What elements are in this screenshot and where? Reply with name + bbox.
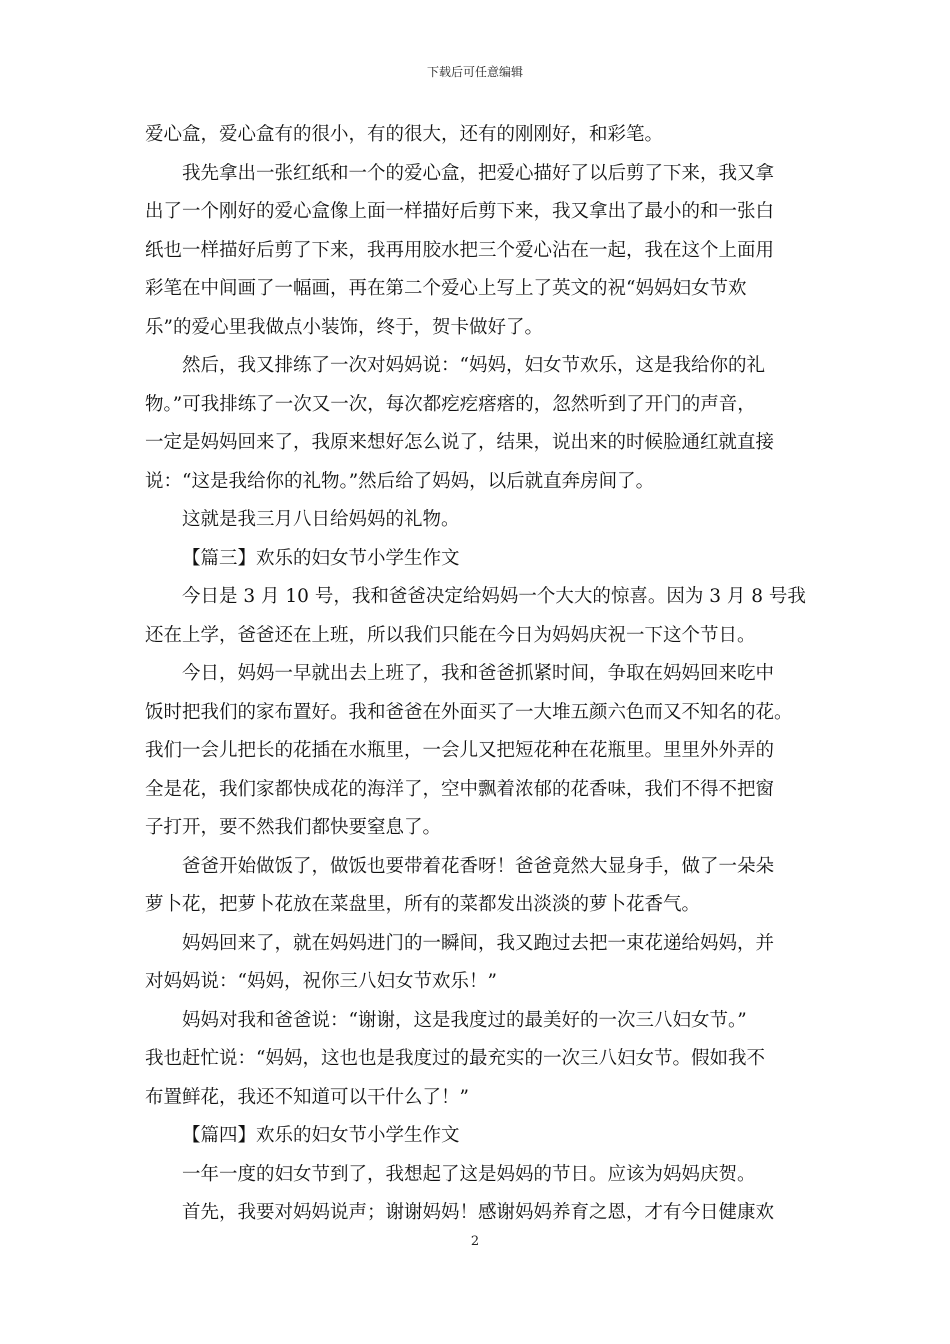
page-header: 下载后可任意编辑 [426, 65, 523, 79]
text-line: 纸也一样描好后剪了下来，我再用胶水把三个爱心沾在一起，我在这个上面用 [145, 239, 775, 261]
text-line: 我也赶忙说：“妈妈，这也也是我度过的最充实的一次三八妇女节。假如我不 [145, 1048, 765, 1069]
text-line: 然后，我又排练了一次对妈妈说：“妈妈，妇女节欢乐，这是我给你的礼 [182, 355, 765, 376]
text-line: 布置鲜花，我还不知道可以干什么了！” [145, 1086, 469, 1108]
text-line: 还在上学，爸爸还在上班，所以我们只能在今日为妈妈庆祝一下这个节日。 [145, 624, 756, 646]
text-line: 妈妈对我和爸爸说：“谢谢，这是我度过的最美好的一次三八妇女节。” [182, 1009, 747, 1031]
text-line: 萝卜花，把萝卜花放在菜盘里，所有的菜都发出淡淡的萝卜花香气。 [145, 894, 701, 915]
text-line: 妈妈回来了，就在妈妈进门的一瞬间，我又跑过去把一束花递给妈妈，并 [182, 932, 775, 954]
text-line: 出了一个刚好的爱心盒像上面一样描好后剪下来，我又拿出了最小的和一张白 [145, 201, 775, 222]
text-line: 对妈妈说：“妈妈，祝你三八妇女节欢乐！” [145, 971, 497, 992]
text-line: 一定是妈妈回来了，我原来想好怎么说了，结果，说出来的时候脸通红就直接 [145, 432, 775, 453]
text-line: 我先拿出一张红纸和一个的爱心盒，把爱心描好了以后剪了下来，我又拿 [182, 162, 775, 184]
section-heading: 【篇三】欢乐的妇女节小学生作文 [182, 547, 460, 569]
text-line: 子打开，要不然我们都快要窒息了。 [145, 817, 442, 838]
document-body [145, 116, 807, 1233]
text-line: 这就是我三月八日给妈妈的礼物。 [182, 509, 460, 530]
text-line: 爸爸开始做饭了，做饭也要带着花香呀！爸爸竟然大显身手，做了一朵朵 [182, 855, 775, 877]
text-line: 今日，妈妈一早就出去上班了，我和爸爸抓紧时间，争取在妈妈回来吃中 [182, 663, 775, 684]
text-line: 物。”可我排练了一次又一次，每次都疙疙瘩瘩的，忽然听到了开门的声音， [145, 393, 756, 415]
text-line: 一年一度的妇女节到了，我想起了这是妈妈的节日。应该为妈妈庆贺。 [182, 1163, 756, 1185]
text-line: 乐”的爱心里我做点小装饰，终于，贺卡做好了。 [145, 316, 543, 338]
text-line: 爱心盒，爱心盒有的很小，有的很大，还有的刚刚好，和彩笔。 [145, 124, 664, 145]
text-line: 首先，我要对妈妈说声；谢谢妈妈！感谢妈妈养育之恩，才有今日健康欢 [182, 1202, 775, 1223]
text-line: 我们一会儿把长的花插在水瓶里，一会儿又把短花种在花瓶里。里里外外弄的 [145, 740, 775, 761]
text-line: 今日是 3 月 10 号，我和爸爸决定给妈妈一个大大的惊喜。因为 3 月 8 号我 [182, 586, 806, 607]
text-line: 饭时把我们的家布置好。我和爸爸在外面买了一大堆五颜六色而又不知名的花。 [145, 701, 793, 723]
section-heading: 【篇四】欢乐的妇女节小学生作文 [182, 1125, 460, 1146]
text-line: 说：“这是我给你的礼物。”然后给了妈妈，以后就直奔房间了。 [145, 470, 655, 492]
page-number: 2 [470, 1234, 480, 1249]
text-line: 全是花，我们家都快成花的海洋了，空中飘着浓郁的花香味，我们不得不把窗 [145, 778, 775, 800]
text-line: 彩笔在中间画了一幅画，再在第二个爱心上写上了英文的祝“妈妈妇女节欢 [145, 278, 747, 299]
